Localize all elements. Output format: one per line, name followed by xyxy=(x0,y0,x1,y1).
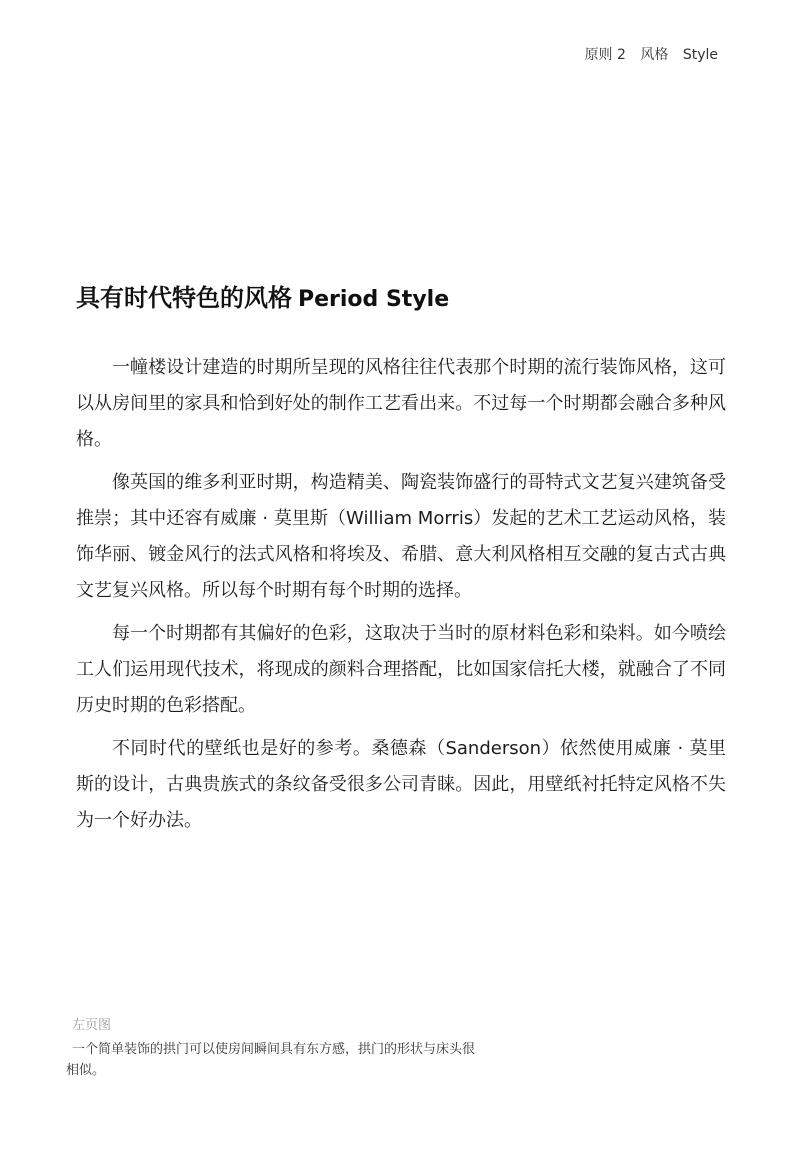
header-section-cn: 风格 xyxy=(640,47,669,63)
header-section-en: Style xyxy=(682,47,718,63)
page-title-en: Period Style xyxy=(298,287,450,312)
figure-caption xyxy=(66,1015,486,1081)
paragraph: 每一个时期都有其偏好的色彩，这取决于当时的原材料色彩和染料。如今喷绘工人们运用现代技术，将现成的颜料合理搭配，比如国家信托大楼，就融合了不同历史时期的色彩搭配。 xyxy=(76,623,726,716)
header-section-number: 原则 2 xyxy=(584,47,626,63)
page-title xyxy=(76,278,449,313)
caption-text: 一个简单装饰的拱门可以使房间瞬间具有东方感，拱门的形状与床头很相似。 xyxy=(66,1042,476,1078)
caption-label: 左页图 xyxy=(72,1018,112,1033)
page-title-cn: 具有时代特色的风格 xyxy=(76,284,292,312)
running-header xyxy=(585,44,718,64)
body-text xyxy=(76,350,726,846)
paragraph: 不同时代的壁纸也是好的参考。桑德森（Sanderson）依然使用威廉 · 莫里斯的设计，古典贵族式的条纹备受很多公司青睐。因此，用壁纸衬托特定风格不失为一个好办法。 xyxy=(76,738,726,831)
paragraph: 一幢楼设计建造的时期所呈现的风格往往代表那个时期的流行装饰风格，这可以从房间里的家具和恰到好处的制作工艺看出来。不过每一个时期都会融合多种风格。 xyxy=(76,357,726,450)
paragraph: 像英国的维多利亚时期，构造精美、陶瓷装饰盛行的哥特式文艺复兴建筑备受推崇；其中还容有威廉 · 莫里斯（William Morris）发起的艺术工艺运动风格，装饰华丽、镀金风行的法式风格和将埃及、希腊、意大利风格相互交融的复古式古典文艺复兴风格。所以每个时期有每个时期的选择。 xyxy=(76,472,726,601)
